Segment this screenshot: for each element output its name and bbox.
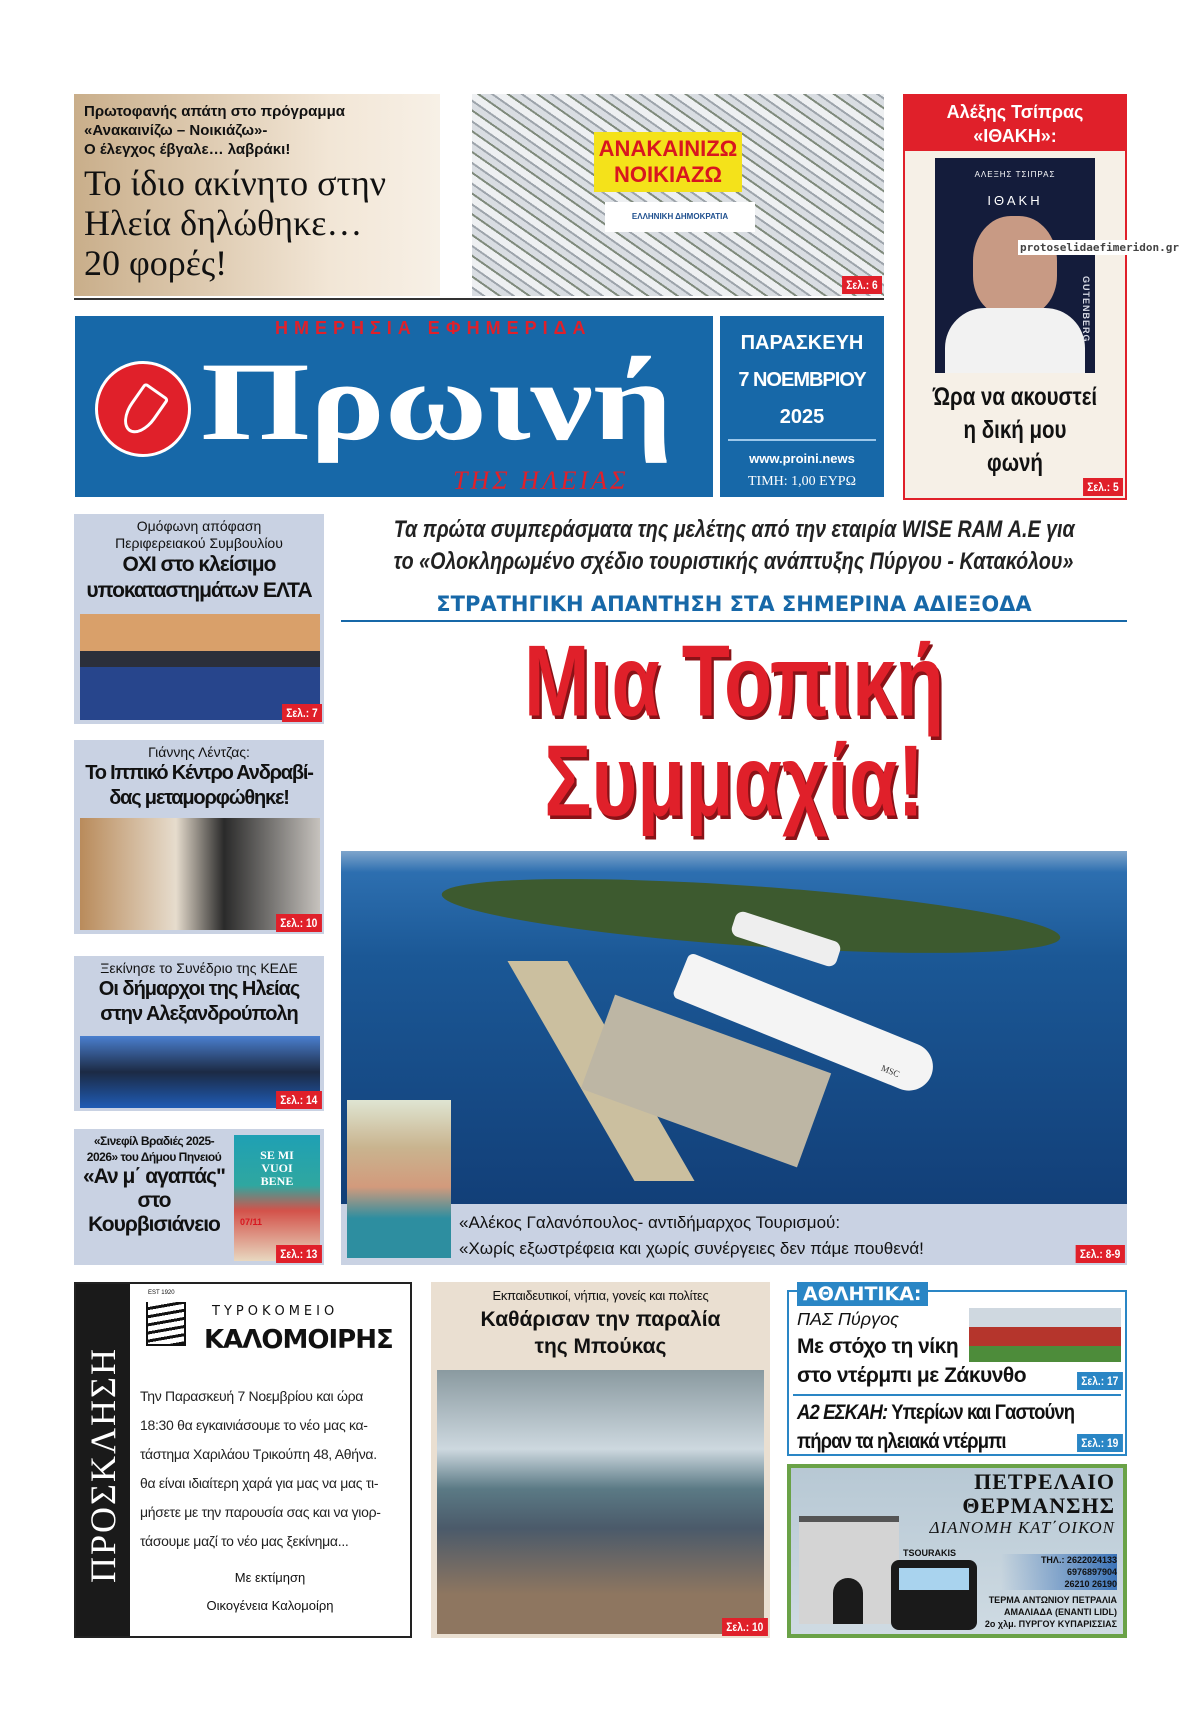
story-kicker: Ξεκίνησε το Συνέδριο της ΚΕΔΕ	[100, 960, 298, 976]
page-ref: Σελ.: 10	[276, 914, 322, 932]
headline-line: 20 φορές!	[84, 243, 228, 283]
caption-line: Ώρα να ακουστεί	[932, 383, 1098, 411]
author-portrait	[973, 216, 1057, 316]
ad-title	[930, 1470, 1116, 1538]
top-story-kicker	[84, 102, 430, 159]
header-line: «ΙΘΑΚΗ»:	[973, 126, 1057, 146]
phone: 6976897904	[1066, 1567, 1117, 1577]
poster-date: 07/11	[240, 1217, 263, 1227]
headline-line: Μια Τοπική	[524, 625, 944, 738]
lead-headline	[341, 625, 1127, 838]
body-line: μήσετε με την παρουσία σας και να γιορ-	[140, 1504, 381, 1520]
subtitle-row	[341, 514, 1127, 546]
body-line: Την Παρασκευή 7 Νοεμβρίου και ώρα	[140, 1388, 364, 1404]
closing-line: Οικογένεια Καλομοίρη	[206, 1598, 334, 1613]
page-ref: Σελ.: 7	[282, 704, 322, 722]
sidebar-story-cinema[interactable]	[74, 1129, 324, 1265]
story-headline	[797, 1398, 1074, 1456]
page-ref: Σελ.: 8-9	[1076, 1245, 1125, 1263]
headline-line: ΟΧΙ στο κλείσιμο	[122, 553, 276, 576]
kicker-line: Πρωτοφανής απάτη στο πρόγραμμα	[84, 103, 345, 120]
body-line: τάσουμε μαζί το νέο μας ξεκίνημα...	[140, 1533, 349, 1549]
book-publisher: GUTENBERG	[1081, 276, 1091, 343]
story-headline	[797, 1332, 1026, 1390]
sidebar-story-kede[interactable]	[74, 956, 324, 1111]
kicker-line: «Ανακαινίζω – Νοικιάζω»-	[84, 122, 268, 139]
truck-icon	[891, 1560, 977, 1630]
est-label: EST 1920	[148, 1290, 175, 1296]
date-box	[720, 316, 884, 497]
story-kicker: Α2 ΕΣΚΑΗ:	[797, 1401, 888, 1424]
sidebar-story-elta[interactable]	[74, 514, 324, 724]
story-headline	[74, 761, 324, 811]
headline-line: στην Αλεξανδρούπολη	[100, 1003, 298, 1025]
invitation-body	[140, 1382, 381, 1556]
kicker-line: Ο έλεγχος έβγαλε… λαβράκι!	[84, 141, 291, 158]
story-headline	[76, 1165, 232, 1237]
address-line: ΤΕΡΜΑ ΑΝΤΩΝΙΟΥ ΠΕΤΡΑΛΙΑ	[988, 1595, 1117, 1605]
logo-pen-icon	[95, 361, 191, 457]
story-headline	[74, 977, 324, 1027]
divider	[728, 439, 876, 441]
phones	[1001, 1554, 1117, 1590]
subtitle-row	[341, 546, 1127, 578]
story-headline	[74, 552, 324, 604]
sign-line: ΝΟΙΚΙΑΖΩ	[613, 162, 723, 187]
headline-line: πήραν τα ηλειακά ντέρμπι	[797, 1430, 1006, 1453]
headline-line: Καθάρισαν την παραλία	[480, 1308, 721, 1331]
headline-line: Ηλεία δηλώθηκε…	[84, 203, 363, 243]
brand-name: TSOURAKIS	[903, 1548, 957, 1558]
header-line: Αλέξης Τσίπρας	[946, 102, 1084, 122]
katakolo-port-photo[interactable]	[341, 851, 1127, 1204]
headline-line: Με στόχο τη νίκη	[797, 1335, 959, 1358]
page-ref: Σελ.: 5	[1083, 478, 1123, 496]
sign-line: ΑΝΑΚΑΙΝΙΖΩ	[598, 136, 738, 161]
address-line: ΑΜΑΛΙΑΔΑ (ΕΝΑΝΤΙ LIDL)	[1004, 1607, 1117, 1617]
headline-line: Συμμαχία!	[544, 725, 924, 838]
page-ref: Σελ.: 17	[1077, 1372, 1123, 1390]
headline-line: στο ντέρμπι με Ζάκυνθο	[797, 1364, 1027, 1387]
watermark: protoselidaefimeridon.gr	[1020, 241, 1179, 254]
lead-caption	[341, 1204, 1127, 1265]
story-headline	[431, 1306, 770, 1360]
page-ref: Σελ.: 13	[276, 1245, 322, 1263]
sidebar-story-equestrian[interactable]	[74, 740, 324, 934]
story-kicker: Εκπαιδευτικοί, νήπια, γονείς και πολίτες	[492, 1288, 709, 1303]
book-cover	[935, 158, 1095, 373]
headline-line: της Μπούκας	[534, 1335, 667, 1358]
renovation-sign	[594, 132, 742, 192]
movie-poster	[234, 1135, 320, 1261]
page-ref: Σελ.: 19	[1077, 1434, 1123, 1452]
masthead-title: Πρωινή	[201, 340, 673, 464]
ad-subtitle: ΔΙΑΝΟΜΗ ΚΑΤ΄ΟΙΚΟΝ	[929, 1518, 1115, 1537]
shirt	[945, 308, 1085, 373]
tsipras-header	[905, 96, 1125, 151]
story-kicker: ΠΑΣ Πύργος	[797, 1309, 899, 1329]
story-text	[76, 1133, 232, 1237]
top-story-box[interactable]	[74, 94, 440, 296]
caption-line: «Χωρίς εξωστρέφεια και χωρίς συνέργειες δεν πάμε πουθενά!	[459, 1239, 924, 1258]
kicker-line: Περιφερειακού Συμβουλίου	[115, 535, 283, 551]
website-link[interactable]: www.proini.news	[749, 451, 855, 466]
story-kicker	[74, 518, 324, 552]
body-line: τάστημα Χαριλάου Τρικούπη 48, Αθήνα.	[140, 1446, 377, 1462]
page-ref: Σελ.: 10	[722, 1618, 768, 1636]
story-kicker: Γιάννης Λέντζας:	[148, 744, 250, 760]
subtitle-line: το «Ολοκληρωμένο σχέδιο τουριστικής ανάπτυξης Πύργου - Κατακόλου»	[394, 548, 1074, 575]
sports-box[interactable]	[787, 1283, 1127, 1456]
ship-label: MSC	[879, 1062, 902, 1080]
divider	[74, 298, 884, 300]
tsipras-box[interactable]	[903, 94, 1127, 500]
headline-line: Οι δήμαρχοι της Ηλείας	[98, 978, 300, 1000]
body-line: θα είναι ιδιαίτερη χαρά για μας να μας τι-	[140, 1475, 379, 1491]
brand-name: ΚΑΛΟΜΟΙΡΗΣ	[204, 1325, 393, 1355]
headline-line: υποκαταστημάτων ΕΛΤΑ	[86, 579, 312, 602]
sports-label: ΑΘΛΗΤΙΚΑ:	[797, 1282, 928, 1306]
masthead-subtitle: ΤΗΣ ΗΛΕΙΑΣ	[453, 466, 629, 495]
headline-line: «Αν μ΄ αγαπάς"	[82, 1165, 226, 1188]
masthead-tagline: ΗΜΕΡΗΣΙΑ ΕΦΗΜΕΡΙΔΑ	[275, 318, 592, 338]
headline-line: Υπερίων και Γαστούνη	[887, 1401, 1075, 1424]
title-line: ΠΕΤΡΕΛΑΙΟ	[974, 1469, 1115, 1494]
issue-date: 7 ΝΟΕΜΒΡΙΟΥ	[738, 369, 866, 391]
headline-line: Το ίδιο ακίνητο στην	[84, 163, 387, 203]
invitation-closing	[130, 1564, 410, 1620]
subtitle-line: Τα πρώτα συμπεράσματα της μελέτης από την εταιρία WISE RAM Α.Ε για	[393, 516, 1075, 543]
price: ΤΙΜΗ: 1,00 ΕΥΡΩ	[747, 474, 856, 489]
issue-year: 2025	[779, 406, 825, 428]
tsipras-caption	[905, 381, 1125, 480]
address	[985, 1594, 1117, 1630]
masthead[interactable]	[75, 316, 713, 497]
address-line: 2ο χλμ. ΠΥΡΓΟΥ ΚΥΠΑΡΙΣΣΙΑΣ	[984, 1619, 1117, 1629]
kicker-line: Ομόφωνη απόφαση	[136, 518, 262, 534]
caption-line: η δική μου	[963, 416, 1067, 444]
divider	[793, 1394, 1121, 1396]
beach-cleanup-story[interactable]	[431, 1282, 770, 1638]
invitation-side-band	[76, 1284, 130, 1636]
poster-title: SE MI VUOI BENE	[260, 1148, 294, 1188]
headline-line: στο	[137, 1189, 171, 1212]
top-story-headline	[84, 163, 430, 283]
page-ref: Σελ.: 14	[276, 1091, 322, 1109]
lead-kicker: ΣΤΡΑΤΗΓΙΚΗ ΑΠΑΝΤΗΣΗ ΣΤΑ ΣΗΜΕΡΙΝΑ ΑΔΙΕΞΟΔΑ	[436, 592, 1032, 616]
invitation-ad[interactable]	[74, 1282, 412, 1638]
headline-line: Το Ιππικό Κέντρο Ανδραβί-	[85, 762, 313, 784]
deputy-mayor-portrait	[347, 1100, 451, 1258]
headline-line: Κουρβισιάνειο	[88, 1213, 220, 1236]
cheese-basket-icon	[146, 1302, 186, 1346]
government-logo: ΕΛΛΗΝΙΚΗ ΔΗΜΟΚΡΑΤΙΑ	[605, 202, 755, 232]
body-line: 18:30 θα εγκαινιάσουμε το νέο μας κα-	[140, 1417, 368, 1433]
phone: 26210 26190	[1064, 1579, 1117, 1589]
page-ref: Σελ.: 6	[842, 276, 882, 294]
caption-line: «Αλέκος Γαλανόπουλος- αντιδήμαρχος Τουρισμού:	[459, 1213, 841, 1232]
divider	[341, 620, 1127, 622]
title-line: ΘΕΡΜΑΝΣΗΣ	[962, 1493, 1115, 1518]
heating-oil-ad[interactable]	[787, 1464, 1127, 1638]
brand-subtitle: ΤΥΡΟΚΟΜΕΙΟ	[212, 1304, 339, 1319]
lead-subtitle	[341, 514, 1127, 578]
kicker-line: 2026» του Δήμου Πηνειού	[86, 1150, 222, 1164]
house-icon	[799, 1516, 899, 1624]
kicker-line: «Σινεφίλ Βραδιές 2025-	[93, 1134, 215, 1148]
renovation-city-photo[interactable]	[472, 94, 884, 296]
issue-day: ΠΑΡΑΣΚΕΥΗ	[740, 332, 864, 354]
beach-photo	[437, 1370, 764, 1634]
headline-line: δας μεταμορφώθηκε!	[109, 787, 289, 809]
caption-line: φωνή	[987, 449, 1043, 477]
phone: ΤΗΛ.: 2622024133	[1040, 1555, 1117, 1565]
book-title: ΙΘΑΚΗ	[987, 193, 1043, 208]
invitation-label: ΠΡΟΣΚΛΗΣΗ	[83, 1346, 123, 1584]
closing-line: Με εκτίμηση	[234, 1570, 306, 1585]
book-author: ΑΛΕΞΗΣ ΤΣΙΠΡΑΣ	[974, 170, 1056, 179]
story-kicker	[76, 1133, 232, 1165]
